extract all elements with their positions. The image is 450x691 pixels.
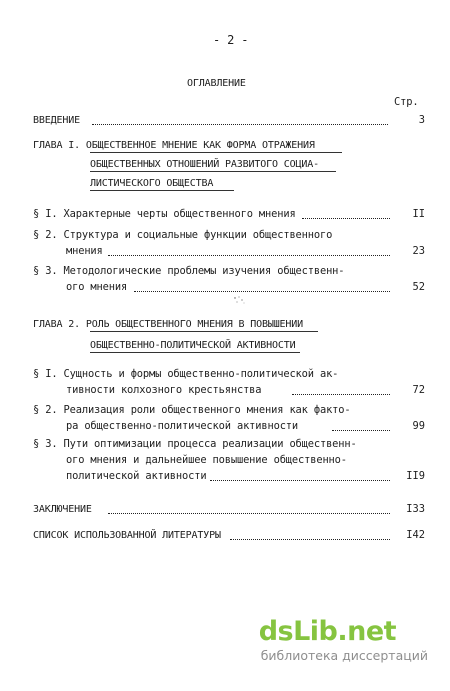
chapter1-title-line2: ОБЩЕСТВЕННЫХ ОТНОШЕНИЙ РАЗВИТОГО СОЦИА-	[90, 159, 319, 170]
section-1-2-page: 23	[412, 245, 425, 257]
section-1-3-line2: ого мнения	[66, 281, 128, 293]
dot-leader	[292, 394, 390, 395]
underline	[90, 352, 300, 353]
underline	[90, 152, 342, 153]
toc-heading: ОГЛАВЛЕНИЕ	[187, 78, 246, 89]
underline	[90, 171, 336, 172]
watermark-logo: dsLib.net	[258, 616, 397, 647]
section-1-3-page: 52	[412, 281, 425, 293]
dot-leader	[210, 480, 390, 481]
intro-page: 3	[418, 114, 425, 126]
section-2-1-line2: тивности колхозного крестьянства	[66, 384, 262, 396]
underline	[90, 190, 234, 191]
section-2-1-line1: § I. Сущность и формы общественно-политической ак-	[33, 368, 339, 380]
section-1-3-line1: § 3. Методологические проблемы изучения общественн-	[33, 265, 345, 277]
section-2-2-line1: § 2. Реализация роли общественного мнения как факто-	[33, 404, 351, 416]
conclusion-title: ЗАКЛЮЧЕНИЕ	[33, 504, 92, 515]
bibliography-page: I42	[406, 529, 425, 541]
section-2-3-line2: ого мнения и дальнейшее повышение общественно-	[66, 454, 347, 466]
section-2-3-page: II9	[406, 470, 425, 482]
dot-leader	[302, 218, 390, 219]
dot-leader	[108, 255, 390, 256]
dslib-watermark	[259, 618, 428, 663]
bibliography-title: СПИСОК ИСПОЛЬЗОВАННОЙ ЛИТЕРАТУРЫ	[33, 530, 221, 541]
section-1-2-line1: § 2. Структура и социальные функции общественного	[33, 229, 333, 241]
chapter1-title-line1: ГЛАВА I. ОБЩЕСТВЕННОЕ МНЕНИЕ КАК ФОРМА ОТРАЖЕНИЯ	[33, 140, 315, 151]
conclusion-page: I33	[406, 503, 425, 515]
section-2-3-line1: § 3. Пути оптимизации процесса реализации общественн-	[33, 438, 357, 450]
chapter2-title-line1: ГЛАВА 2. РОЛЬ ОБЩЕСТВЕННОГО МНЕНИЯ В ПОВЫШЕНИИ	[33, 319, 304, 330]
section-2-1-page: 72	[412, 384, 425, 396]
section-2-2-page: 99	[412, 420, 425, 432]
dot-leader	[332, 430, 390, 431]
section-1-2-line2: мнения	[66, 245, 103, 257]
dot-leader	[92, 124, 388, 125]
dot-leader	[134, 291, 390, 292]
dot-leader	[108, 513, 390, 514]
intro-title: ВВЕДЕНИЕ	[33, 115, 80, 126]
section-2-2-line2: ра общественно-политической активности	[66, 420, 299, 432]
chapter1-title-line3: ЛИСТИЧЕСКОГО ОБЩЕСТВА	[90, 178, 214, 189]
chapter2-title-line2: ОБЩЕСТВЕННО-ПОЛИТИЧЕСКОЙ АКТИВНОСТИ	[90, 340, 296, 351]
scan-speckle	[232, 295, 246, 305]
underline	[90, 331, 318, 332]
page-number: - 2 -	[213, 33, 249, 47]
section-1-1: § I. Характерные черты общественного мнения	[33, 208, 296, 220]
section-1-1-page: II	[412, 208, 425, 220]
section-2-3-line3: политической активности	[66, 470, 207, 482]
page-column-label: Стр.	[394, 96, 419, 108]
watermark-subtitle: библиотека диссертаций	[260, 648, 428, 663]
dot-leader	[230, 539, 390, 540]
